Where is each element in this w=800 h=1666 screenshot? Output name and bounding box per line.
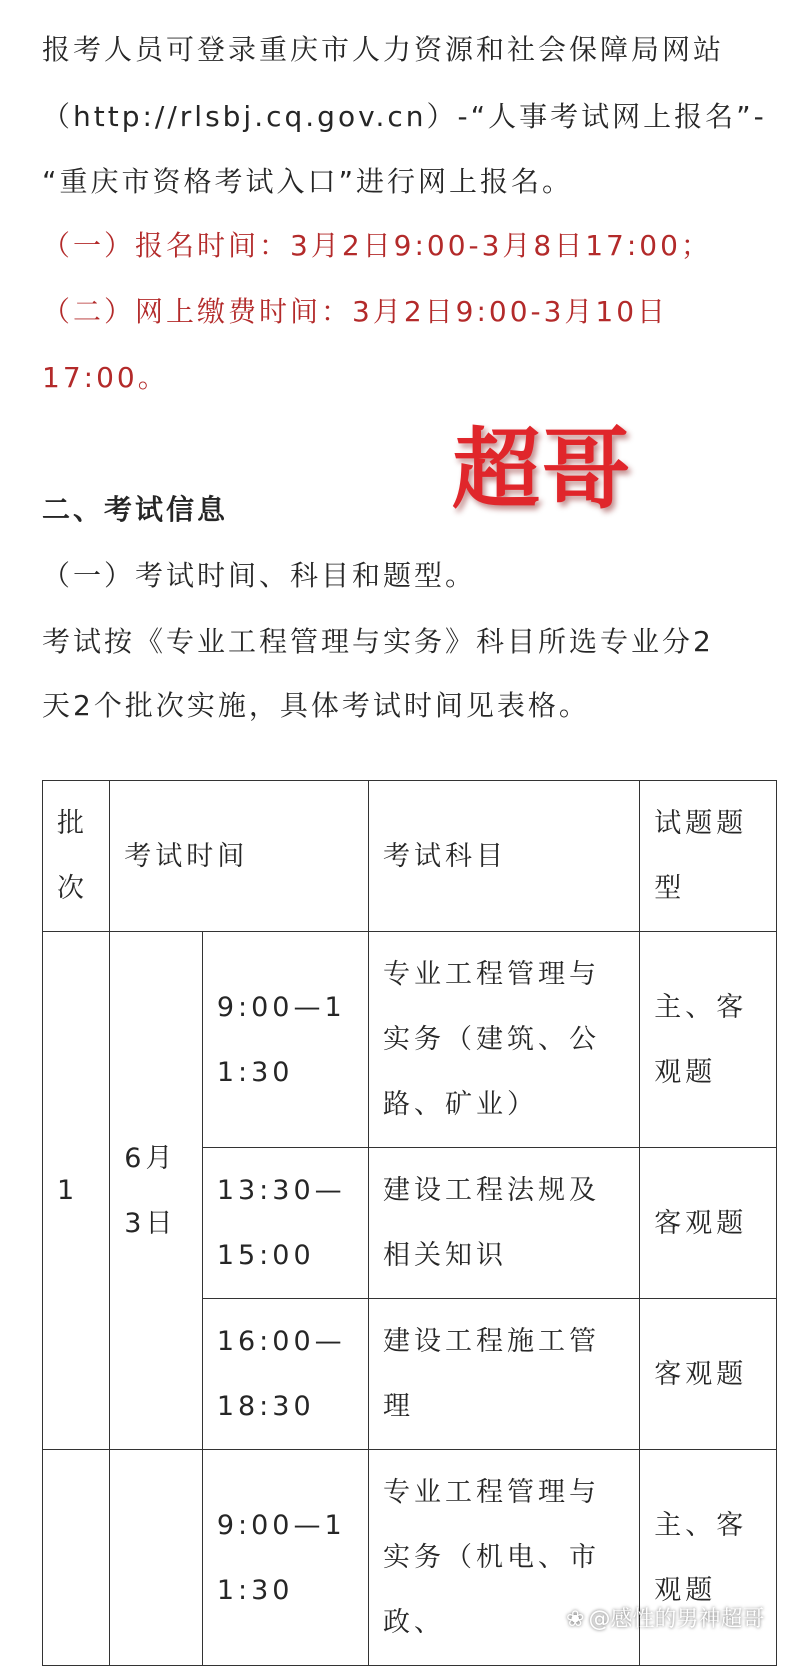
sparkle-icon: ❀ xyxy=(566,1607,585,1632)
exam-schedule-table xyxy=(42,780,777,1666)
header-subject: 考试科目 xyxy=(368,781,639,932)
exam-line-2: 天2个批次实施，具体考试时间见表格。 xyxy=(42,689,590,722)
subheading: （一）考试时间、科目和题型。 xyxy=(42,559,477,592)
exam-line-1: 考试按《专业工程管理与实务》科目所选专业分2 xyxy=(42,625,714,658)
subject-cell: 专业工程管理与实务（机电、市政、 xyxy=(368,1450,639,1666)
payment-time-end: 17:00。 xyxy=(42,361,169,394)
header-type: 试题题型 xyxy=(640,781,777,932)
table-header-row xyxy=(43,781,777,932)
watermark-text: @感性的男神超哥 xyxy=(588,1607,765,1632)
registration-time: （一）报名时间：3月2日9:00-3月8日17:00； xyxy=(42,229,712,262)
type-cell: 主、客观题 xyxy=(640,932,777,1148)
intro-line-3: “重庆市资格考试入口”进行网上报名。 xyxy=(42,165,574,198)
type-cell: 客观题 xyxy=(640,1148,777,1299)
table-row xyxy=(43,1450,777,1666)
header-batch: 批次 xyxy=(43,781,110,932)
intro-line-1: 报考人员可登录重庆市人力资源和社会保障局网站 xyxy=(42,33,725,66)
header-time: 考试时间 xyxy=(110,781,369,932)
date-cell: 6月3日 xyxy=(110,932,203,1450)
subject-cell: 专业工程管理与实务（建筑、公路、矿业） xyxy=(368,932,639,1148)
time-cell: 16:00—18:30 xyxy=(202,1299,368,1450)
subject-cell: 建设工程法规及相关知识 xyxy=(368,1148,639,1299)
date-cell xyxy=(110,1450,203,1666)
subject-cell: 建设工程施工管理 xyxy=(368,1299,639,1450)
type-cell: 客观题 xyxy=(640,1299,777,1450)
watermark xyxy=(566,1602,764,1633)
time-cell: 9:00—11:30 xyxy=(202,932,368,1148)
type-cell: 主、客观题 xyxy=(640,1450,777,1666)
section-heading: 二、考试信息 xyxy=(42,493,229,526)
table-row xyxy=(43,932,777,1148)
time-cell: 13:30—15:00 xyxy=(202,1148,368,1299)
payment-time: （二）网上缴费时间：3月2日9:00-3月10日 xyxy=(42,295,669,328)
author-stamp: 超哥 xyxy=(452,418,633,521)
time-cell: 9:00—11:30 xyxy=(202,1450,368,1666)
batch-cell: 1 xyxy=(43,932,110,1450)
intro-line-2: （http://rlsbj.cq.gov.cn）-“人事考试网上报名”- xyxy=(42,100,767,133)
batch-cell xyxy=(43,1450,110,1666)
